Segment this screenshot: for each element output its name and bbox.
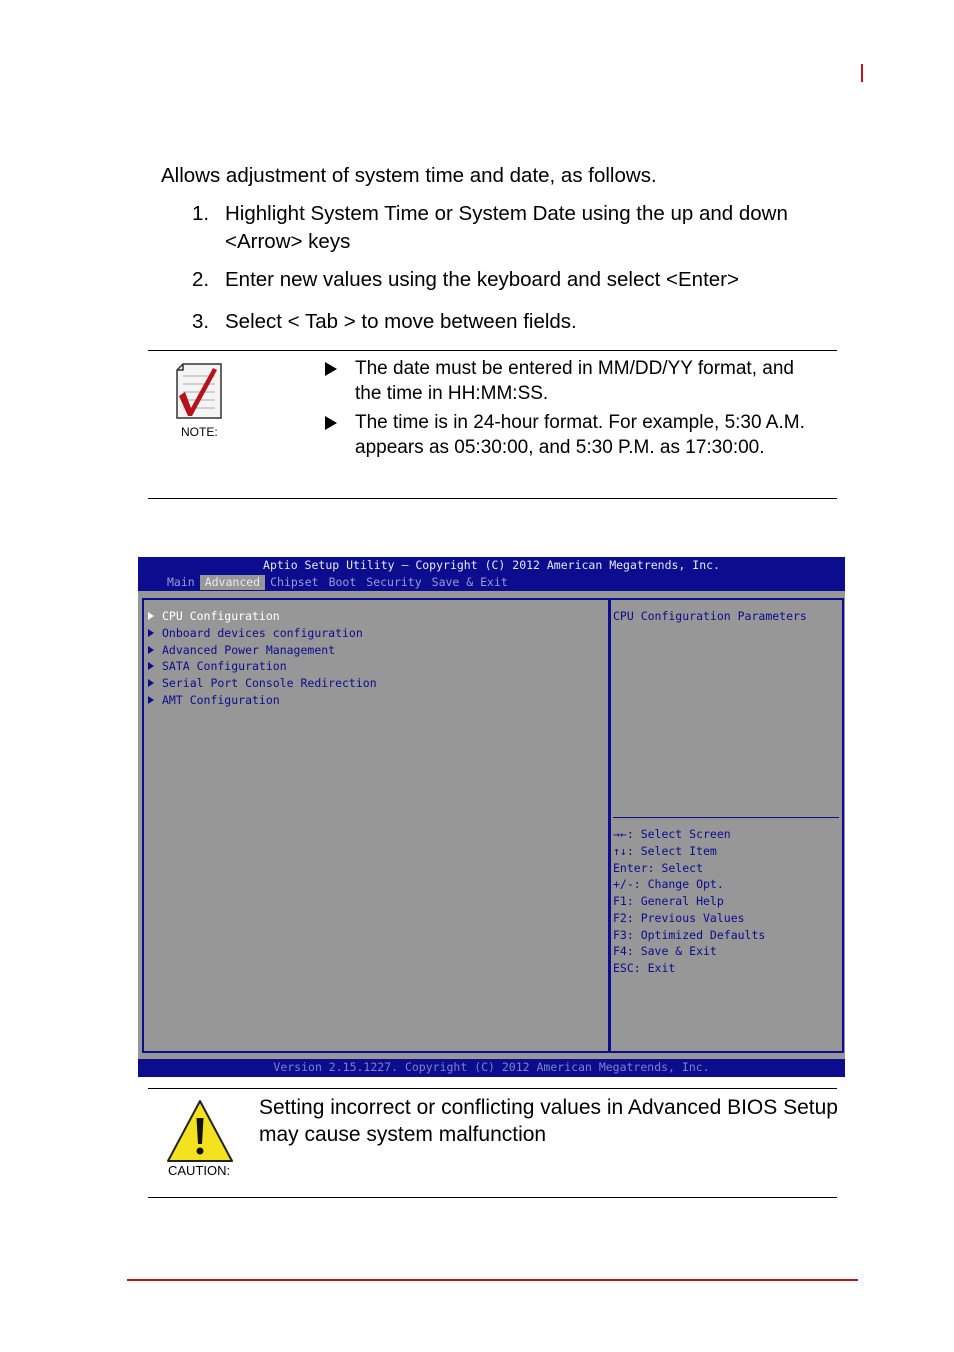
note-bottom-rule xyxy=(148,498,837,499)
tab-chipset[interactable]: Chipset xyxy=(270,575,319,589)
bios-header-bar xyxy=(138,557,845,591)
bullet-triangle-icon xyxy=(325,362,337,376)
key-hint: +/-: Change Opt. xyxy=(613,877,724,891)
menu-arrow-icon xyxy=(148,662,154,670)
menu-arrow-icon xyxy=(148,612,154,620)
caution-label: CAUTION: xyxy=(168,1163,231,1178)
key-hint: F2: Previous Values xyxy=(613,911,745,925)
key-hint: ESC: Exit xyxy=(613,961,676,975)
note-top-rule xyxy=(148,350,837,351)
tab-security[interactable]: Security xyxy=(366,575,422,589)
note-checkmark-icon xyxy=(175,362,223,420)
bios-help-panel xyxy=(608,598,844,1053)
key-hint: F1: General Help xyxy=(613,894,724,908)
note-item-text: The time is in 24-hour format. For example, 5:30 A.M. appears as 05:30:00, and 5:30 P.M. as 17:30:00. xyxy=(355,412,805,458)
step-item xyxy=(192,308,832,336)
step-number: 1. xyxy=(192,202,210,225)
step-text: Highlight System Time or System Date using the up and down <Arrow> keys xyxy=(225,202,788,253)
menu-item-cpu-configuration[interactable] xyxy=(148,609,280,623)
steps-list xyxy=(192,200,832,346)
menu-item-sata-configuration[interactable] xyxy=(148,659,287,673)
key-hint: →←: Select Screen xyxy=(613,827,731,841)
caution-bottom-rule xyxy=(148,1197,837,1198)
menu-item-label: SATA Configuration xyxy=(162,659,287,673)
key-hint: ↑↓: Select Item xyxy=(613,844,717,858)
menu-arrow-icon xyxy=(148,679,154,687)
key-hint: F4: Save & Exit xyxy=(613,944,717,958)
menu-item-label: Advanced Power Management xyxy=(162,643,336,657)
caution-text: Setting incorrect or conflicting values in Advanced BIOS Setup may cause system malfunction xyxy=(259,1096,838,1146)
note-item xyxy=(325,410,805,460)
key-hint: F3: Optimized Defaults xyxy=(613,928,766,942)
footer-accent-rule xyxy=(127,1279,858,1281)
bullet-triangle-icon xyxy=(325,416,337,430)
tab-main[interactable]: Main xyxy=(167,575,195,589)
bios-title: Aptio Setup Utility – Copyright (C) 2012 American Megatrends, Inc. xyxy=(263,558,720,572)
note-item-text: The date must be entered in MM/DD/YY format, and the time in HH:MM:SS. xyxy=(355,358,794,404)
menu-item-label: Onboard devices configuration xyxy=(162,626,363,640)
note-item xyxy=(325,356,805,406)
step-number: 2. xyxy=(192,268,210,291)
step-number: 3. xyxy=(192,310,210,333)
menu-item-power-management[interactable] xyxy=(148,643,335,657)
step-item xyxy=(192,266,832,294)
step-text: Select < Tab > to move between fields. xyxy=(225,310,577,333)
menu-arrow-icon xyxy=(148,629,154,637)
tab-boot[interactable]: Boot xyxy=(328,575,357,589)
tab-advanced[interactable]: Advanced xyxy=(200,575,265,590)
menu-item-onboard-devices[interactable] xyxy=(148,626,363,640)
menu-item-serial-port-redirection[interactable] xyxy=(148,676,377,690)
caution-warning-icon xyxy=(166,1098,234,1164)
bios-version: Version 2.15.1227. Copyright (C) 2012 American Megatrends, Inc. xyxy=(273,1060,710,1074)
menu-item-label: AMT Configuration xyxy=(162,693,280,707)
bios-tab-bar xyxy=(162,575,513,590)
note-label: NOTE: xyxy=(181,425,218,439)
bios-menu-panel xyxy=(142,598,611,1053)
menu-item-label: CPU Configuration xyxy=(162,609,280,623)
step-text: Enter new values using the keyboard and select <Enter> xyxy=(225,268,739,291)
caution-top-rule xyxy=(148,1088,837,1089)
bios-screenshot xyxy=(138,557,845,1077)
menu-item-amt-configuration[interactable] xyxy=(148,693,280,707)
tab-save-exit[interactable]: Save & Exit xyxy=(431,575,508,589)
help-divider xyxy=(613,817,839,818)
menu-arrow-icon xyxy=(148,646,154,654)
menu-arrow-icon xyxy=(148,696,154,704)
intro-text: Allows adjustment of system time and date, as follows. xyxy=(161,164,657,187)
header-accent-mark xyxy=(861,64,863,82)
step-item xyxy=(192,200,832,256)
key-hint: Enter: Select xyxy=(613,861,704,875)
note-list xyxy=(325,356,805,464)
help-description: CPU Configuration Parameters xyxy=(613,609,807,623)
bios-footer-bar xyxy=(138,1059,845,1077)
menu-item-label: Serial Port Console Redirection xyxy=(162,676,377,690)
